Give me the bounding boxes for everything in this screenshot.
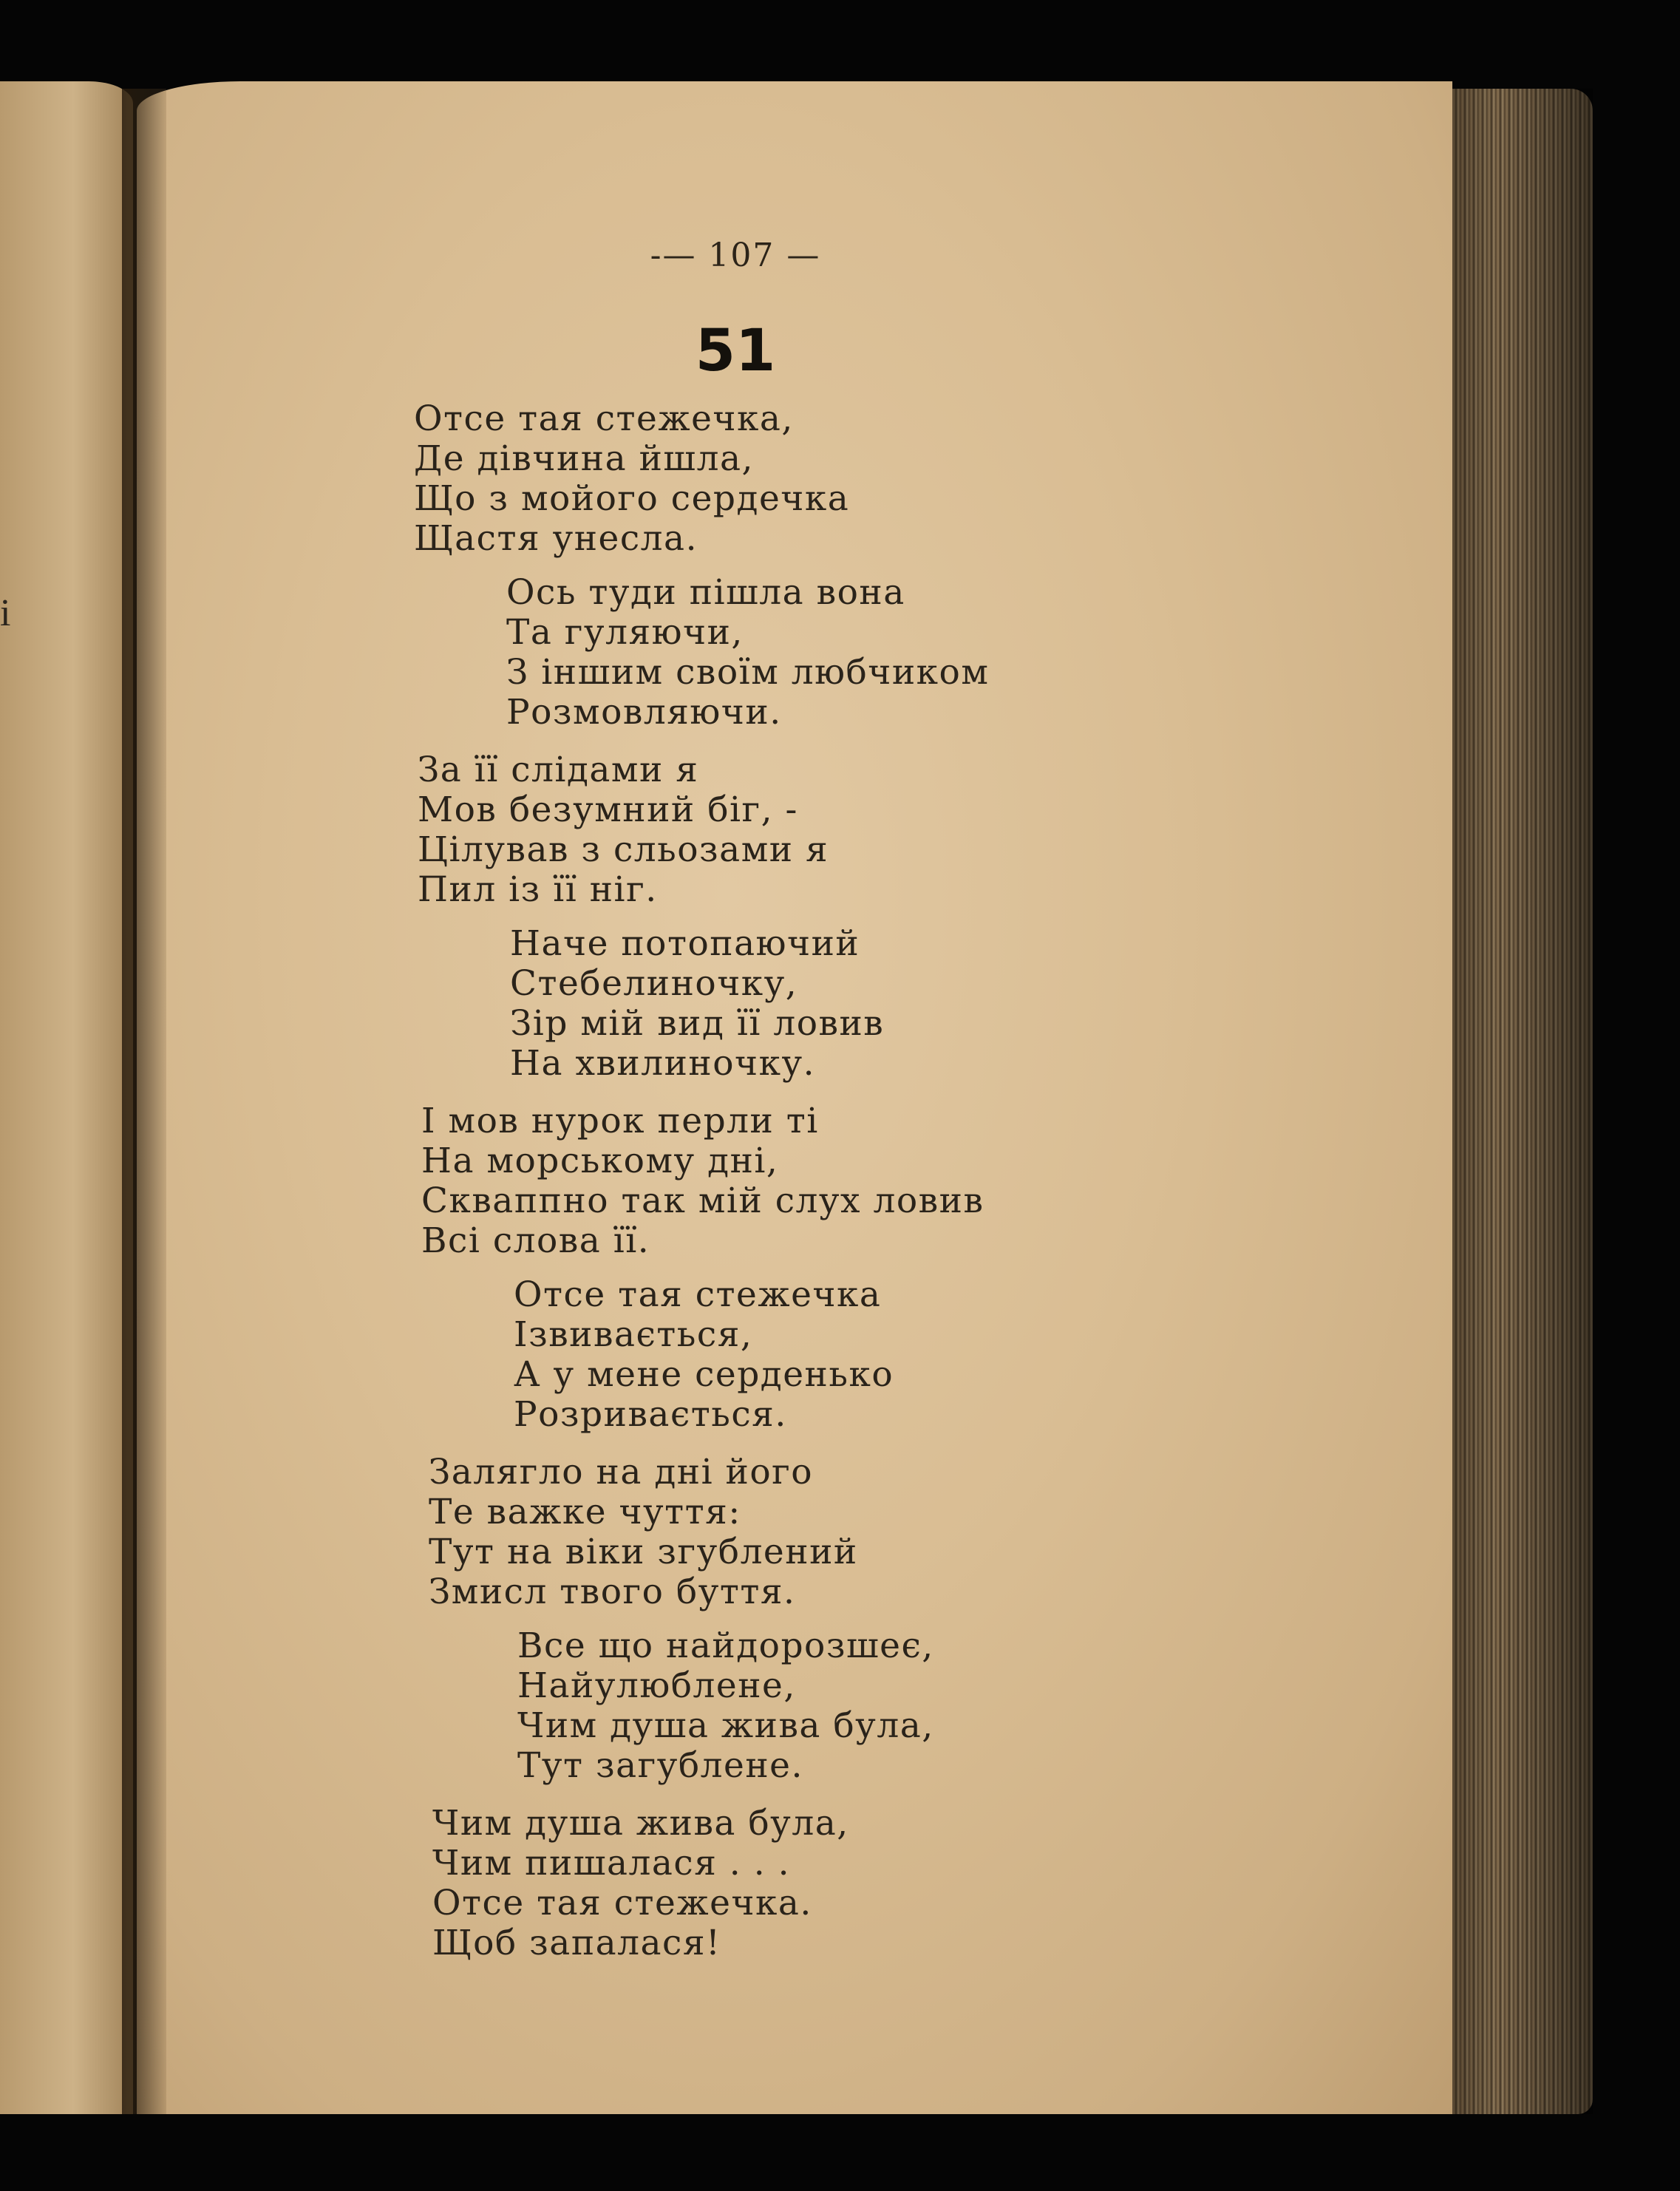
book-gutter-shadow (122, 89, 166, 2114)
poem-stanza (510, 924, 884, 1084)
poem-line: Найулюблене, (517, 1665, 796, 1706)
poem-line: Тут загублене. (517, 1745, 803, 1786)
poem-line: Ось туди пішла вона (506, 572, 905, 613)
poem-line: Розривається. (514, 1394, 787, 1435)
poem-stanza (514, 1275, 894, 1435)
poem-line: Те важке чуття: (429, 1492, 741, 1532)
poem-line: Наче потопаючий (510, 923, 860, 964)
poem-line: Скваппно так мій слух ловив (421, 1181, 984, 1221)
poem-line: Щоб запалася! (432, 1923, 721, 1963)
poem-line: На морському дні, (421, 1141, 779, 1181)
poem-line: Пил із її ніг. (418, 869, 658, 910)
poem-line: Стебелиночку, (510, 963, 798, 1004)
poem-stanza (506, 573, 989, 733)
page-number: -— 107 — (650, 237, 821, 274)
poem-line: А у мене серденько (514, 1354, 894, 1395)
poem-line: Тут на віки згублений (429, 1532, 858, 1572)
poem-line: Розмовляючи. (506, 692, 782, 733)
poem-line: Отсе тая стежечка (514, 1274, 882, 1315)
poem-stanza (517, 1626, 934, 1786)
poem-line: З іншим своїм любчиком (506, 652, 990, 693)
poem-number: 51 (695, 318, 776, 384)
poem-stanza (421, 1101, 984, 1261)
poem-line: Що з мойого сердечка (414, 478, 850, 519)
poem-stanza (432, 1804, 849, 1963)
poem-line: Ізвивається, (514, 1314, 753, 1355)
poem-line: Отсе тая стежечка. (432, 1883, 812, 1923)
poem-line: За її слідами я (418, 750, 699, 790)
poem-line: Де дівчина йшла, (414, 438, 754, 479)
poem-stanza (414, 399, 849, 559)
poem-line: Чим душа жива була, (432, 1803, 849, 1844)
poem-line: Залягло на дні його (429, 1452, 814, 1492)
left-page-text-fragment: і (0, 592, 11, 634)
poem-line: Змисл твого буття. (429, 1572, 796, 1612)
poem-line: Цілував з сльозами я (418, 829, 829, 870)
poem-stanza (429, 1453, 858, 1612)
book-page (137, 81, 1452, 2114)
poem-line: Щастя унесла. (414, 518, 698, 559)
left-facing-page (0, 81, 133, 2114)
page-block-shade (1434, 89, 1593, 2114)
poem-line: Чим душа жива була, (517, 1705, 934, 1746)
poem-line: Все що найдорозшеє, (517, 1626, 934, 1666)
poem-line: Чим пишалася . . . (432, 1843, 791, 1883)
poem-line: Та гуляючи, (506, 612, 744, 653)
poem-line: На хвилиночку. (510, 1043, 816, 1084)
poem-line: Зір мій вид її ловив (510, 1003, 885, 1044)
poem-line: Отсе тая стежечка, (414, 398, 794, 439)
poem-stanza (418, 750, 829, 910)
poem-line: Мов безумний біг, - (418, 789, 798, 830)
poem-line: Всі слова її. (421, 1220, 650, 1261)
poem-line: І мов нурок перли ті (421, 1101, 819, 1141)
